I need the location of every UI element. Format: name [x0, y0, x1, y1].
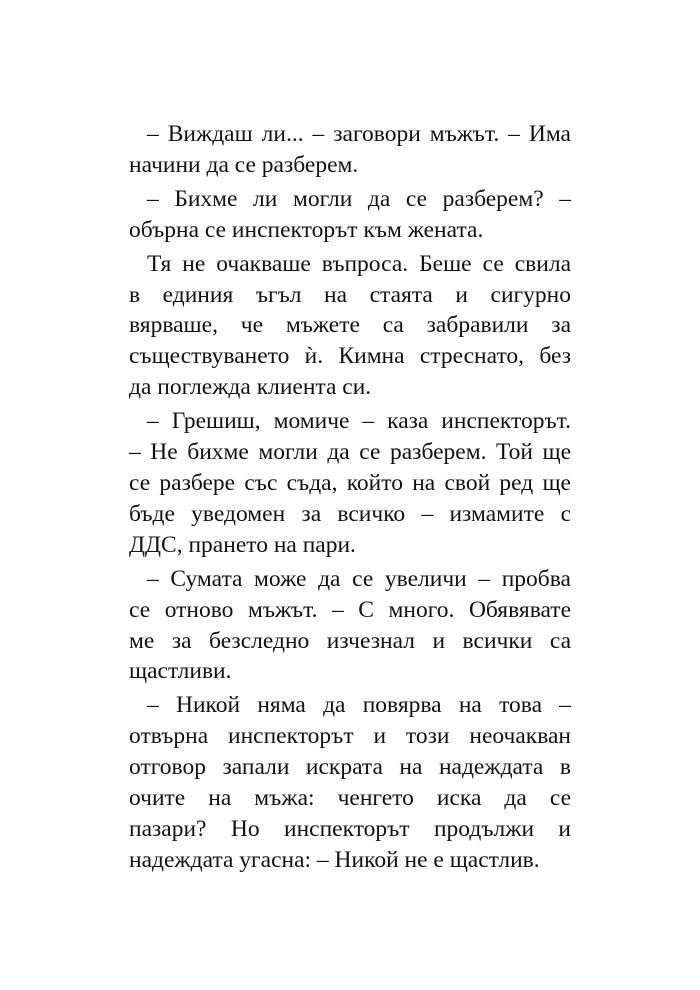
text-line: – Никой няма да повярва на това – [147, 692, 571, 719]
text-line: ме за безследно изчезнал и всички са [129, 627, 571, 654]
text-line: бъде уведомен за всичко – измамите с [129, 500, 571, 527]
text-line: очите на мъжа: ченгето иска да се [129, 785, 571, 812]
text-line: съществуването ѝ. Кимна стреснато, без [129, 343, 571, 370]
paragraph-2 [129, 184, 571, 246]
text-line: – Виждаш ли... – заговори мъжът. – Има [147, 121, 571, 147]
paragraph-3 [129, 249, 571, 404]
text-line: – Бихме ли могли да се разберем? – [147, 185, 571, 212]
text-line: пазари? Но инспекторът продължи и [129, 815, 571, 842]
text-line: – Сумата може да се увеличи – пробва [147, 565, 571, 592]
text-line: отвърна инспекторът и този неочакван [129, 723, 571, 750]
text-line: Тя не очакваше въпроса. Беше се свила [147, 250, 571, 277]
text-line: надеждата угасна: – Никой не е щастлив. [129, 846, 540, 873]
page-body-text [129, 119, 571, 879]
text-line: щастливи. [129, 658, 232, 685]
text-line: – Грешиш, момиче – каза инспекторът. [147, 408, 571, 435]
text-line: се разбере със съда, който на свой ред ще [129, 469, 571, 496]
text-line: вярваше, че мъжете са забравили за [129, 312, 571, 339]
paragraph-4 [129, 406, 571, 561]
text-line: в единия ъгъл на стаята и сигурно [129, 281, 571, 308]
text-line: се отново мъжът. – С много. Обявявате [129, 596, 571, 623]
text-line: начини да се разберем. [129, 151, 359, 178]
text-line: да поглежда клиента си. [129, 374, 372, 401]
paragraph-5 [129, 564, 571, 688]
paragraph-1 [129, 119, 571, 181]
text-line: отговор запали искрата на надеждата в [129, 754, 571, 781]
text-line: ДДС, прането на пари. [129, 531, 356, 558]
text-line: – Не бихме могли да се разберем. Той ще [129, 439, 571, 466]
text-line: обърна се инспекторът към жената. [129, 216, 484, 243]
paragraph-6 [129, 690, 571, 875]
